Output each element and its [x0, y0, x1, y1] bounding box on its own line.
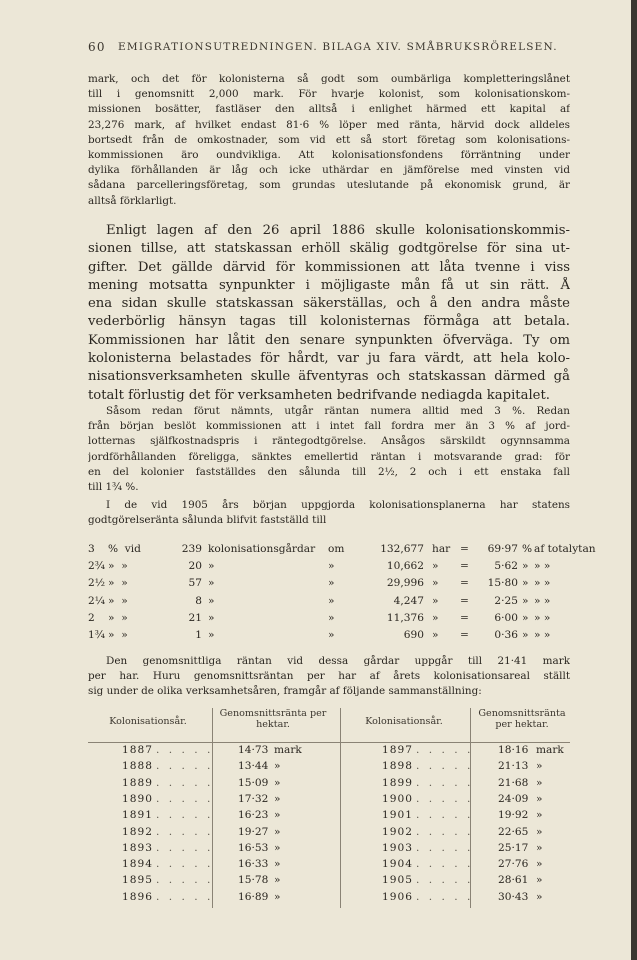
leader-dots: . . . . . — [416, 760, 474, 773]
table-cell-unit: » » — [108, 594, 128, 607]
table-cell-af: » — [522, 611, 529, 624]
leader-dots: . . . . . — [416, 776, 474, 789]
table-row — [88, 777, 570, 793]
text-line: kolonisterna belastades för hårdt, var ju fara värdt, att hela kolo- — [88, 351, 570, 367]
table-cell-pct: 5·62 — [494, 560, 518, 573]
table-cell-pct: 69·97 — [487, 543, 518, 555]
unit-cell: » — [536, 825, 543, 838]
table-cell-om: » — [328, 560, 335, 573]
text-line: Kommissionen har låtit den senare synpunkten öfverväga. Ty om — [88, 332, 570, 348]
leader-dots: . . . . . — [156, 858, 214, 871]
running-title: EMIGRATIONSUTREDNINGEN. BILAGA XIV. SMÅBRUKSRÖRELSEN. — [118, 41, 558, 53]
table-cell-eq: = — [460, 594, 469, 607]
table-row — [88, 809, 570, 825]
rate-cell: 13·44 — [238, 760, 269, 773]
rate-cell: 15·78 — [238, 874, 269, 887]
table-cell-tail: » » — [534, 560, 551, 573]
rate-cell: 22·65 — [498, 825, 529, 838]
rate-cell: 16·33 — [238, 858, 269, 871]
year-cell: 1902 — [382, 825, 413, 838]
table-cell-af: » — [522, 594, 529, 607]
col-header-year-right: Kolonisationsår. — [365, 716, 443, 727]
rate-cell: 24·09 — [498, 792, 529, 805]
table-cell-pct: 15·80 — [487, 577, 518, 590]
text-line: mark, och det för kolonisterna så godt som oumbärliga kompletteringslånet — [88, 73, 570, 85]
table-cell-unit: » » — [108, 560, 128, 573]
rate-cell: 19·27 — [238, 825, 269, 838]
text-line: Enligt lagen af den 26 april 1886 skulle kolonisationskommis- — [106, 223, 570, 238]
text-line: sig under de olika verksamhetsåren, framgår af följande sammanställning: — [88, 685, 482, 698]
table-cell-om: » — [328, 628, 335, 641]
year-cell: 1897 — [382, 744, 413, 756]
unit-cell: » — [274, 858, 281, 871]
table-cell-pct: 6·00 — [494, 611, 518, 624]
year-cell: 1899 — [382, 776, 413, 789]
year-cell: 1893 — [122, 841, 153, 854]
page-edge-shadow — [631, 0, 637, 960]
table-row — [88, 842, 570, 858]
unit-cell: » — [536, 858, 543, 871]
rate-cell: 16·53 — [238, 841, 269, 854]
paragraph-5 — [88, 654, 570, 700]
text-line: vederbörlig hänsyn tagas till kolonisternas förmåga att betala. — [88, 314, 570, 330]
table-cell-area: 4,247 — [393, 594, 424, 607]
text-line: I de vid 1905 års början uppgjorda kolonisationsplanerna har statens — [106, 499, 570, 511]
text-line: alltså förklarligt. — [88, 194, 177, 207]
col-header-rate-left: Genomsnittsränta per hektar. — [219, 708, 327, 730]
year-cell: 1889 — [122, 776, 153, 789]
rate-cell: 21·13 — [498, 760, 529, 773]
table-cell-area: 690 — [403, 628, 424, 641]
table-cell-om: » — [328, 594, 335, 607]
text-line: mening motsatta synpunkter i möjligaste mån få ut sin rätt. Å — [88, 277, 570, 293]
leader-dots: . . . . . — [416, 809, 474, 822]
unit-cell: » — [274, 760, 281, 773]
table-cell-rate: 2½ — [88, 577, 106, 590]
text-line: jordförhållanden föreligga, sänktes emellertid räntan i motsvarande grad: för — [88, 450, 570, 463]
page-number: 60 — [88, 40, 106, 54]
table-cell-tail: » » — [534, 577, 551, 590]
table-row — [88, 858, 570, 874]
text-line: kommissionen äro oundvikliga. Att kolonisationsfondens förräntning under — [88, 149, 570, 162]
table-cell-af: » — [522, 560, 529, 573]
rate-cell: 30·43 — [498, 890, 529, 903]
unit-cell: » — [274, 890, 281, 903]
table-cell-count: 239 — [181, 543, 202, 555]
table-row — [88, 595, 570, 612]
year-cell: 1896 — [122, 890, 153, 903]
leader-dots: . . . . . — [156, 874, 214, 887]
table-cell-eq: = — [460, 611, 469, 624]
table-row — [88, 543, 596, 560]
table-row — [88, 577, 570, 594]
table-cell-label: kolonisationsgårdar — [208, 543, 316, 555]
leader-dots: . . . . . — [156, 841, 214, 854]
year-cell: 1906 — [382, 890, 413, 903]
table-cell-count: 1 — [195, 628, 202, 641]
rate-cell: 16·89 — [238, 890, 269, 903]
leader-dots: . . . . . — [156, 890, 214, 903]
year-cell: 1892 — [122, 825, 153, 838]
table-cell-count: 20 — [188, 560, 202, 573]
leader-dots: . . . . . — [156, 776, 214, 789]
year-cell: 1894 — [122, 858, 153, 871]
table-cell-af: » — [522, 577, 529, 590]
table-row — [88, 891, 570, 907]
year-cell: 1904 — [382, 858, 413, 871]
rate-cell: 16·23 — [238, 809, 269, 822]
table-cell-om: » — [328, 577, 335, 590]
year-cell: 1905 — [382, 874, 413, 887]
year-cell: 1887 — [122, 744, 153, 756]
header-rule — [88, 742, 570, 743]
table-cell-area: 29,996 — [386, 577, 424, 590]
unit-cell: » — [536, 776, 543, 789]
text-line: en del kolonier fastställdes den sålunda till 2½, 2 och i ett enstaka fall — [88, 465, 570, 478]
leader-dots: . . . . . — [156, 809, 214, 822]
unit-cell: » — [274, 841, 281, 854]
table-cell-unit: % vid — [108, 543, 141, 555]
unit-cell: » — [536, 809, 543, 822]
table-cell-tail: » » — [534, 628, 551, 641]
table-cell-label: » — [208, 560, 215, 573]
table-cell-har: har — [432, 543, 451, 555]
rate-cell: 14·73 — [238, 744, 269, 756]
table-cell-om: » — [328, 611, 335, 624]
text-line: till 1¾ %. — [88, 481, 139, 494]
col-header-year-left: Kolonisationsår. — [109, 716, 187, 727]
table-cell-count: 8 — [195, 594, 202, 607]
table-row — [88, 826, 570, 842]
unit-cell: mark — [536, 744, 564, 756]
unit-cell: » — [274, 874, 281, 887]
table-cell-unit: » » — [108, 577, 128, 590]
unit-cell: » — [274, 792, 281, 805]
table-cell-eq: = — [460, 577, 469, 590]
table-cell-label: » — [208, 611, 215, 624]
table-cell-label: » — [208, 577, 215, 590]
text-line: dylika förhållanden är låg och icke uthärdar en jämförelse med vinsten vid — [88, 164, 570, 177]
text-line: per har. Huru genomsnittsräntan per har af årets kolonisationsareal ställt — [88, 670, 570, 683]
unit-cell: » — [536, 760, 543, 773]
table-cell-count: 57 — [188, 577, 202, 590]
leader-dots: . . . . . — [156, 744, 214, 756]
table-cell-unit: » » — [108, 628, 128, 641]
table-row — [88, 612, 570, 629]
table-row — [88, 744, 570, 760]
interest-rate-table — [88, 543, 596, 646]
text-line: godtgörelseränta sålunda blifvit fastställd till — [88, 514, 327, 527]
table-cell-area: 10,662 — [386, 560, 424, 573]
table-row — [88, 629, 570, 646]
table-cell-rate: 2¾ — [88, 560, 106, 573]
text-line: Såsom redan förut nämnts, utgår räntan numera alltid med 3 %. Redan — [106, 405, 570, 417]
text-line: 23,276 mark, af hvilket endast 81·6 % löper med ränta, härvid dock alldeles — [88, 118, 570, 131]
table-cell-tail: » » — [534, 594, 551, 607]
leader-dots: . . . . . — [156, 825, 214, 838]
leader-dots: . . . . . — [416, 792, 474, 805]
text-line: ena sidan skulle statskassan säkerställas, och å den andra måste — [88, 296, 570, 312]
rate-cell: 27·76 — [498, 858, 529, 871]
leader-dots: . . . . . — [156, 760, 214, 773]
table-cell-om: om — [328, 543, 345, 555]
table-cell-label: » — [208, 594, 215, 607]
paragraph-1 — [88, 72, 570, 209]
year-cell: 1895 — [122, 874, 153, 887]
table-cell-count: 21 — [188, 611, 202, 624]
table-cell-area: 132,677 — [380, 543, 424, 555]
table-row — [88, 760, 570, 776]
rate-cell: 28·61 — [498, 874, 529, 887]
unit-cell: mark — [274, 744, 302, 756]
leader-dots: . . . . . — [416, 858, 474, 871]
text-line: till i genomsnitt 2,000 mark. För hvarje kolonist, som kolonisationskom- — [88, 88, 570, 101]
table-row — [88, 874, 570, 890]
table-cell-tail: » » — [534, 611, 551, 624]
paragraph-4 — [88, 498, 570, 528]
table-row — [88, 793, 570, 809]
rate-cell: 21·68 — [498, 776, 529, 789]
rate-cell: 19·92 — [498, 809, 529, 822]
text-line: bortsedt från de omkostnader, som vid ett så stort företag som kolonisations- — [88, 133, 570, 146]
leader-dots: . . . . . — [416, 841, 474, 854]
text-line: Den genomsnittliga räntan vid dessa gårdar uppgår till 21·41 mark — [106, 655, 570, 667]
table-row — [88, 560, 570, 577]
text-line: sådana parcelleringsföretag, som grundas uteslutande på ekonomisk grund, är — [88, 179, 570, 192]
year-cell: 1903 — [382, 841, 413, 854]
table-cell-pct: 2·25 — [494, 594, 518, 607]
text-line: från början beslöt kommissionen att i intet fall fordra mer än 3 % af jord- — [88, 420, 570, 433]
year-cell: 1890 — [122, 792, 153, 805]
table-cell-rate: 2¼ — [88, 594, 106, 607]
year-cell: 1891 — [122, 809, 153, 822]
text-line: nisationsverksamheten skulle äfventyras och statskassan därmed gå — [88, 369, 570, 385]
text-line: totalt förlustig det för verksamheten bedrifvande nediagda kapitalet. — [88, 387, 550, 403]
table-cell-har: » — [432, 560, 439, 573]
table-cell-area: 11,376 — [386, 611, 424, 624]
rate-cell: 17·32 — [238, 792, 269, 805]
table-cell-tail: af totalytan — [534, 543, 596, 555]
year-cell: 1901 — [382, 809, 413, 822]
unit-cell: » — [536, 841, 543, 854]
paragraph-2 — [88, 222, 570, 405]
col-header-rate-right: Genomsnittsränta per hektar. — [478, 708, 566, 730]
unit-cell: » — [536, 874, 543, 887]
paragraph-3 — [88, 404, 570, 495]
table-cell-har: » — [432, 611, 439, 624]
text-line: missionen bosätter, fastläser den alltså i enlighet härmed ett kapital af — [88, 103, 570, 116]
leader-dots: . . . . . — [416, 890, 474, 903]
year-cell: 1900 — [382, 792, 413, 805]
table-cell-rate: 3 — [88, 543, 95, 555]
text-line: gifter. Det gällde därvid för kommissionen att låta tvenne i viss — [88, 259, 570, 275]
unit-cell: » — [274, 825, 281, 838]
table-cell-pct: 0·36 — [494, 628, 518, 641]
year-cell: 1898 — [382, 760, 413, 773]
table-cell-rate: 1¾ — [88, 628, 106, 641]
leader-dots: . . . . . — [416, 744, 474, 756]
unit-cell: » — [536, 792, 543, 805]
table-cell-har: » — [432, 577, 439, 590]
year-cell: 1888 — [122, 760, 153, 773]
rate-cell: 25·17 — [498, 841, 529, 854]
table-cell-unit: » » — [108, 611, 128, 624]
table-cell-har: » — [432, 628, 439, 641]
table-cell-eq: = — [460, 543, 469, 555]
text-line: sionen tillse, att statskassan erhöll skälig godtgörelse för sina ut- — [88, 241, 570, 257]
table-cell-af: » — [522, 628, 529, 641]
leader-dots: . . . . . — [416, 825, 474, 838]
rate-cell: 15·09 — [238, 776, 269, 789]
table-cell-eq: = — [460, 628, 469, 641]
text-line: lotternas själfkostnadspris i räntegodtgörelse. Ansågos särskildt ogynnsamma — [88, 435, 570, 448]
unit-cell: » — [274, 809, 281, 822]
table-cell-eq: = — [460, 560, 469, 573]
unit-cell: » — [536, 890, 543, 903]
leader-dots: . . . . . — [156, 792, 214, 805]
table-cell-har: » — [432, 594, 439, 607]
rate-cell: 18·16 — [498, 744, 529, 756]
unit-cell: » — [274, 776, 281, 789]
table-cell-af: % — [522, 543, 533, 555]
table-cell-label: » — [208, 628, 215, 641]
leader-dots: . . . . . — [416, 874, 474, 887]
table-cell-rate: 2 — [88, 611, 95, 624]
